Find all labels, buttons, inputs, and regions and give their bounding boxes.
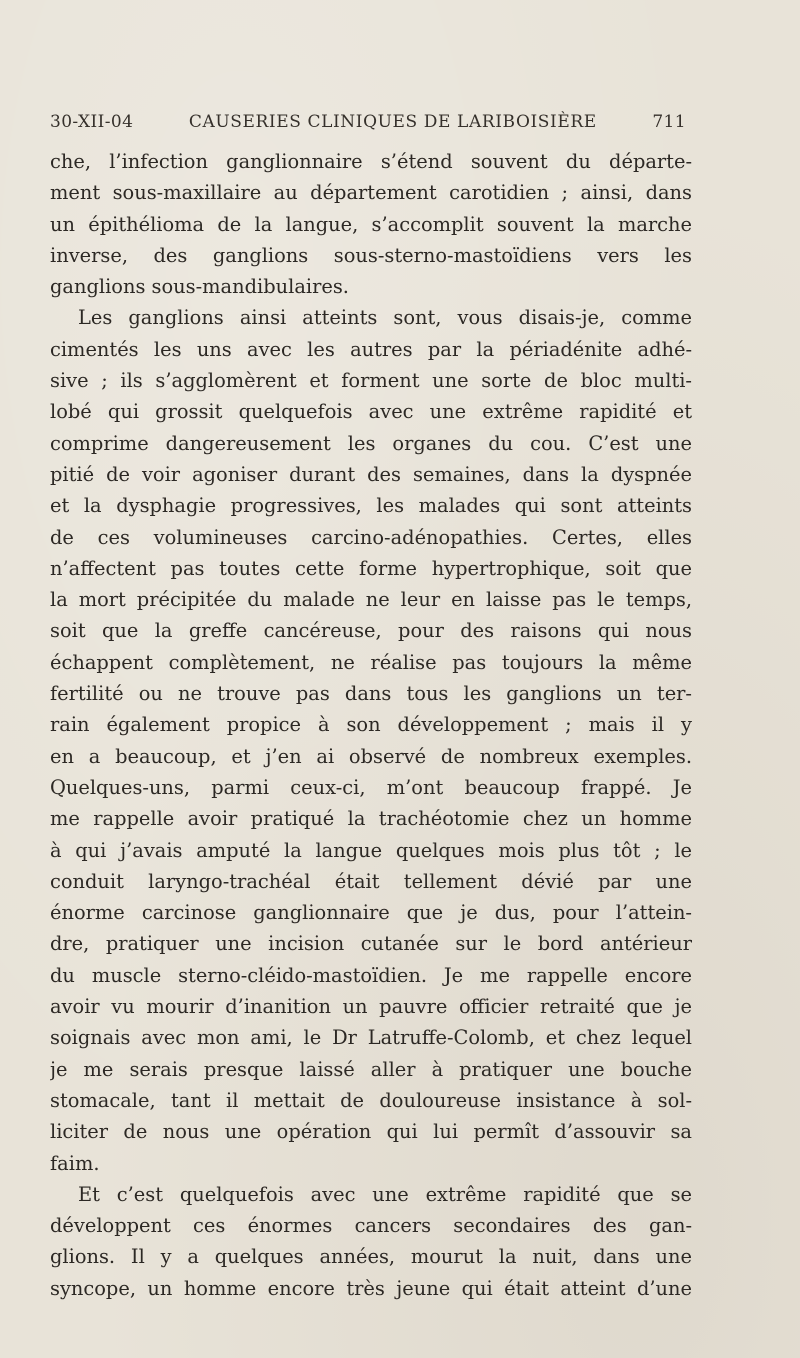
text-line: n’affectent pas toutes cette forme hypertrophique, soit que <box>50 556 692 580</box>
text-line: développent ces énormes cancers secondaires des gan- <box>50 1214 692 1238</box>
text-line: glions. Il y a quelques années, mourut la nuit, dans une <box>50 1245 692 1269</box>
text-line: che, l’infection ganglionnaire s’étend souvent du départe- <box>50 150 692 173</box>
running-header <box>50 112 686 132</box>
text-line: à qui j’avais amputé la langue quelques mois plus tôt ; le <box>50 838 692 862</box>
text-line: je me serais presque laissé aller à pratiquer une bouche <box>50 1057 692 1081</box>
text-line: lobé qui grossit quelquefois avec une extrême rapidité et <box>50 400 692 424</box>
body-text <box>50 146 692 1304</box>
text-line: cimentés les uns avec les autres par la périadénite adhé- <box>50 337 692 361</box>
text-line: énorme carcinose ganglionnaire que je dus, pour l’attein- <box>50 901 692 925</box>
text-line: de ces volumineuses carcino-adénopathies. Certes, elles <box>50 525 692 549</box>
text-line: comprime dangereusement les organes du cou. C’est une <box>50 431 692 455</box>
text-line: Quelques-uns, parmi ceux-ci, m’ont beaucoup frappé. Je <box>50 775 692 799</box>
text-line: un épithélioma de la langue, s’accomplit souvent la marche <box>50 212 692 236</box>
text-line: et la dysphagie progressives, les malades qui sont atteints <box>50 494 692 518</box>
header-date: 30-XII-04 <box>50 112 134 132</box>
text-line: avoir vu mourir d’inanition un pauvre officier retraité que je <box>50 995 692 1019</box>
text-line: sive ; ils s’agglomèrent et forment une sorte de bloc multi- <box>50 369 692 393</box>
text-line: soit que la greffe cancéreuse, pour des raisons qui nous <box>50 619 692 643</box>
text-line: syncope, un homme encore très jeune qui était atteint d’une <box>50 1276 692 1300</box>
text-line: inverse, des ganglions sous-sterno-mastoïdiens vers les <box>50 243 692 267</box>
text-line: la mort précipitée du malade ne leur en laisse pas le temps, <box>50 588 692 612</box>
text-line: me rappelle avoir pratiqué la trachéotomie chez un homme <box>50 807 692 831</box>
text-line: fertilité ou ne trouve pas dans tous les ganglions un ter- <box>50 682 692 706</box>
running-title: CAUSERIES CLINIQUES DE LARIBOISIÈRE <box>188 112 597 132</box>
text-line: dre, pratiquer une incision cutanée sur le bord antérieur <box>50 932 692 956</box>
text-line: pitié de voir agoniser durant des semaines, dans la dyspnée <box>50 462 692 486</box>
text-line: ment sous-maxillaire au département carotidien ; ainsi, dans <box>50 181 692 205</box>
text-line: Et c’est quelquefois avec une extrême rapidité que se <box>78 1182 692 1206</box>
text-line: en a beaucoup, et j’en ai observé de nombreux exemples. <box>50 744 692 768</box>
text-line: liciter de nous une opération qui lui permît d’assouvir sa <box>50 1120 692 1144</box>
text-line: rain également propice à son développement ; mais il y <box>50 713 692 737</box>
text-line: du muscle sterno-cléido-mastoïdien. Je me rappelle encore <box>50 963 692 987</box>
text-line: faim. <box>50 1151 100 1175</box>
text-line: Les ganglions ainsi atteints sont, vous disais-je, comme <box>78 306 692 330</box>
text-line: conduit laryngo-trachéal était tellement dévié par une <box>50 869 692 893</box>
text-line: soignais avec mon ami, le Dr Latruffe-Colomb, et chez lequel <box>50 1026 692 1050</box>
text-line: stomacale, tant il mettait de douloureuse insistance à sol- <box>50 1088 692 1112</box>
text-line: échappent complètement, ne réalise pas toujours la même <box>50 650 692 674</box>
page-number: 711 <box>652 112 686 132</box>
text-line: ganglions sous-mandibulaires. <box>50 275 349 299</box>
